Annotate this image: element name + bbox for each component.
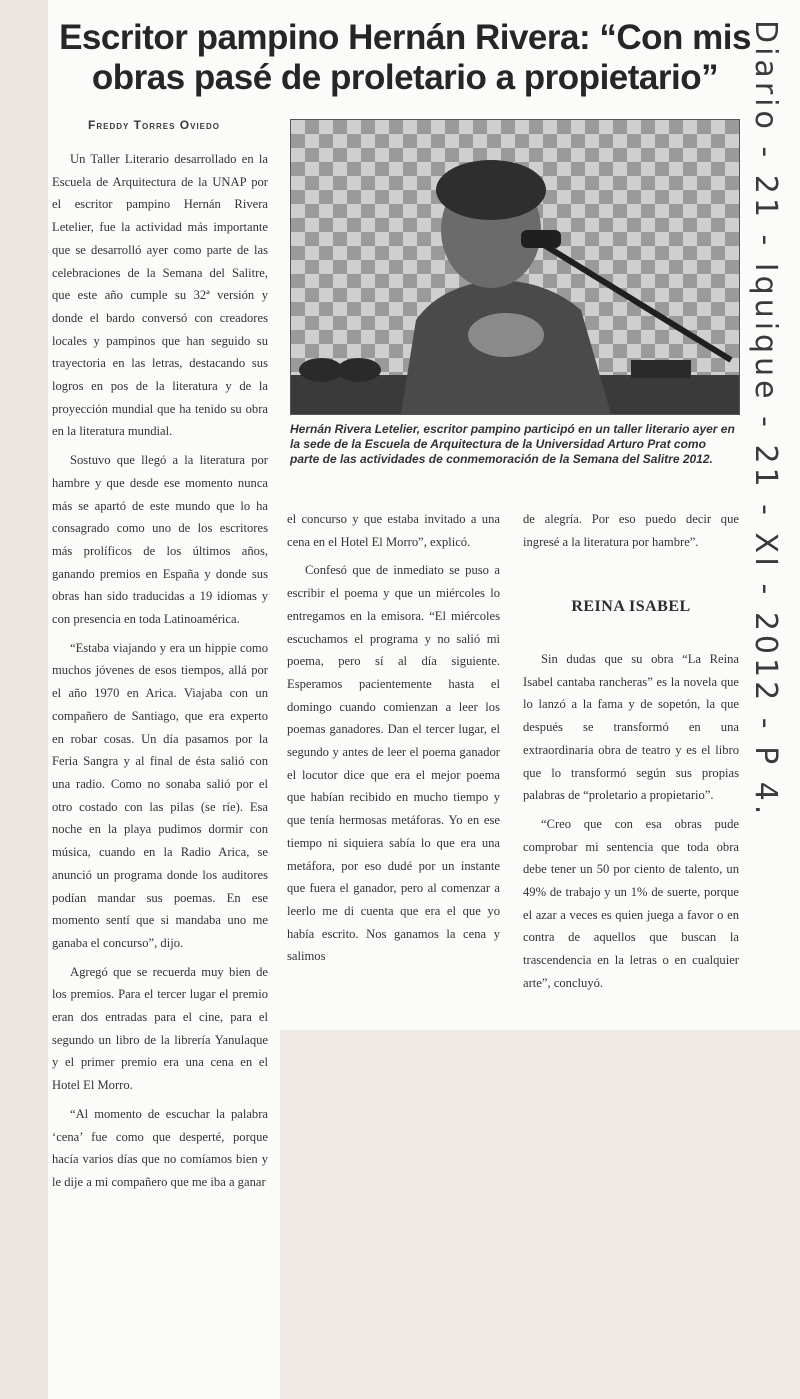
photo-illustration	[291, 120, 739, 414]
paragraph: “Creo que con esa obras pude comprobar mi sentencia que toda obra debe tener un 50 por ciento de talento, un 49% de trabajo y un 1% de suerte, porque el azar a veces es quien juega a favor o en contra de aquellos que buscan la trascendencia en la letras o en cualquier arte”, concluyó.	[523, 816, 739, 990]
paragraph: “Estaba viajando y era un hippie como muchos jóvenes de esos tiempos, allá por el año 1970 en Arica. Viajaba con un compañero de Santiago, que era experto en robar cosas. Un día pasamos por la Feria Sangra y al final de ésta salió con una radio. Como no sonaba salió por el otro costado con las pilas (se ríe). Esa noche en la playa pudimos dormir con música, cuando en la Radio Arica, se anunció un programa donde los auditores podían mandar sus poemas. En ese momento sentí que si mandaba uno me ganaba el concurso”, dijo.	[52, 640, 268, 950]
column-1	[52, 148, 268, 1194]
paragraph: el concurso y que estaba invitado a una cena en el Hotel El Morro”, explicó.	[287, 512, 500, 549]
column-3-top	[523, 508, 739, 553]
paragraph: Sostuvo que llegó a la literatura por hambre y que desde ese momento nunca más se apartó de este mundo que lo ha consagrado como uno de los escritores más prolíficos de los últimos años, ganando premios en España y donde sus obras han sido traducidas a 19 idiomas y con presencia en toda Latinoamérica.	[52, 453, 268, 627]
headline: Escritor pampino Hernán Rivera: “Con mis obras pasé de proletario a propietario”	[59, 18, 751, 97]
photo-caption: Hernán Rivera Letelier, escritor pampino participó en un taller literario ayer en la sede de la Escuela de Arquitectura de la Universidad Arturo Prat como parte de las actividades de conmemoración de la Semana del Salitre 2012.	[290, 422, 735, 466]
paragraph: Agregó que se recuerda muy bien de los premios. Para el tercer lugar el premio eran dos entradas para el cine, para el segundo un libro de la librería Yanulaque y el primer premio era una cena en el Hotel El Morro.	[52, 964, 268, 1093]
column-3-bottom	[523, 648, 739, 995]
subhead: REINA ISABEL	[571, 598, 691, 615]
paragraph: Sin dudas que su obra “La Reina Isabel cantaba rancheras” es la novela que lo lanzó a la fama y de sopetón, la que después se transformó en una extraordinaria obra de teatro y es el libro que lo transformó según sus propias palabras de “proletario a propietario”.	[523, 652, 739, 803]
handwritten-note: Diario - 21 - Iquique - 21 - XI - 2012 - P 4.	[748, 20, 783, 819]
paper-edge	[0, 0, 48, 1399]
handwritten-annotation	[740, 20, 800, 820]
paragraph: Un Taller Literario desarrollado en la Escuela de Arquitectura de la UNAP por el escritor pampino Hernán Rivera Letelier, fue la actividad más importante que se desarrolló ayer como parte de las celebraciones de la Semana del Salitre, que este año cumple su 32ª versión y donde el bardo conversó con creadores locales y pampinos que han seguido su trayectoria en las letras, destacando sus logros en pos de la literatura y de la proyección mundial que ha tenido su obra en la literatura mundial.	[52, 152, 268, 439]
paragraph: Confesó que de inmediato se puso a escribir el poema y que un miércoles lo entregamos en la emisora. “El miércoles escuchamos el programa y no salió mi poema, pero sí al día siguiente. Esperamos pacientemente hasta el domingo cuando comienzan a leer los poemas ganadores. Dan el tercer lugar, el segundo y antes de leer el poema ganador el locutor dice que era el mejor poema que habían recibido en mucho tiempo y que tenía hermosas metáforas. Yo en ese tiempo ni siquiera sabía lo que era una metáfora, por eso dudé por un instante que fuera el ganador, pero al comenzar a leerlo me di cuenta que era el que yo había escrito. Nos ganamos la cena y salimos	[287, 563, 500, 964]
byline: Freddy Torres Oviedo	[88, 118, 221, 132]
paragraph: “Al momento de escuchar la palabra ‘cena’ fue como que desperté, porque hacía varios días que no comíamos bien y le dije a mi compañero que me iba a ganar	[52, 1106, 268, 1189]
photo	[290, 119, 740, 415]
paragraph: de alegría. Por eso puedo decir que ingresé a la literatura por hambre”.	[523, 512, 739, 549]
column-2	[287, 508, 500, 968]
